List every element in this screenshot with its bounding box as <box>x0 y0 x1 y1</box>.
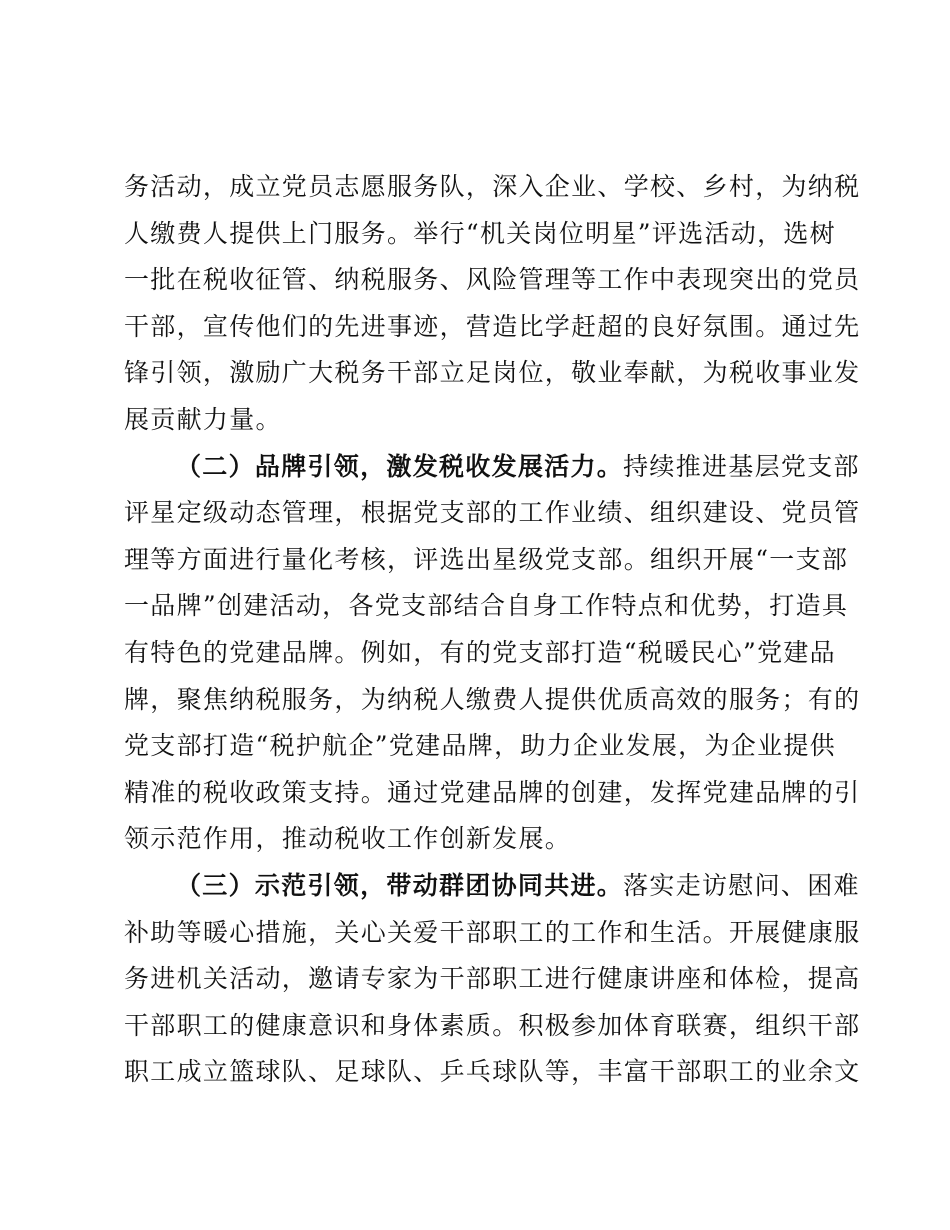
text-line: 精准的税收政策支持。通过党建品牌的创建，发挥党建品牌的引 <box>124 777 861 807</box>
text-line: 牌，聚焦纳税服务，为纳税人缴费人提供优质高效的服务；有的 <box>124 684 861 714</box>
document-body <box>124 164 861 1096</box>
text-line: 理等方面进行量化考核，评选出星级党支部。组织开展“一支部 <box>124 544 849 574</box>
section-2-first-line <box>124 444 860 491</box>
text-line: 务活动，成立党员志愿服务队，深入企业、学校、乡村，为纳税 <box>124 172 861 201</box>
section-3-heading: （三）示范引领，带动群团协同共进。 <box>176 870 624 900</box>
section-2-heading: （二）品牌引领，激发税收发展活力。 <box>176 451 624 481</box>
section-2-first-line-text: 持续推进基层党支部 <box>623 451 860 481</box>
text-line: 职工成立篮球队、足球队、乒乓球队等，丰富干部职工的业余文 <box>124 1057 861 1087</box>
section-3-first-line <box>124 863 860 910</box>
text-line: 党支部打造“税护航企”党建品牌，助力企业发展，为企业提供 <box>124 731 836 761</box>
text-line: 领示范作用，推动税收工作创新发展。 <box>124 824 572 854</box>
text-line: 一批在税收征管、纳税服务、风险管理等工作中表现突出的党员 <box>124 265 861 295</box>
text-line: 务进机关活动，邀请专家为干部职工进行健康讲座和体检，提高 <box>124 964 861 994</box>
text-line: 评星定级动态管理，根据党支部的工作业绩、组织建设、党员管 <box>124 498 861 528</box>
text-line: 有特色的党建品牌。例如，有的党支部打造“税暖民心”党建品 <box>124 637 836 667</box>
text-line: 展贡献力量。 <box>124 404 282 434</box>
text-line: 干部，宣传他们的先进事迹，营造比学赶超的良好氛围。通过先 <box>124 311 861 341</box>
text-line: 锋引领，激励广大税务干部立足岗位，敬业奉献，为税收事业发 <box>124 358 861 388</box>
section-3-first-line-text: 落实走访慰问、困难 <box>623 870 860 900</box>
text-line: 干部职工的健康意识和身体素质。积极参加体育联赛，组织干部 <box>124 1010 861 1040</box>
text-line: 一品牌”创建活动，各党支部结合自身工作特点和优势，打造具 <box>124 591 849 621</box>
text-line: 补助等暖心措施，关心关爱干部职工的工作和生活。开展健康服 <box>124 917 861 947</box>
text-line: 人缴费人提供上门服务。举行“机关岗位明星”评选活动，选树 <box>124 218 836 248</box>
